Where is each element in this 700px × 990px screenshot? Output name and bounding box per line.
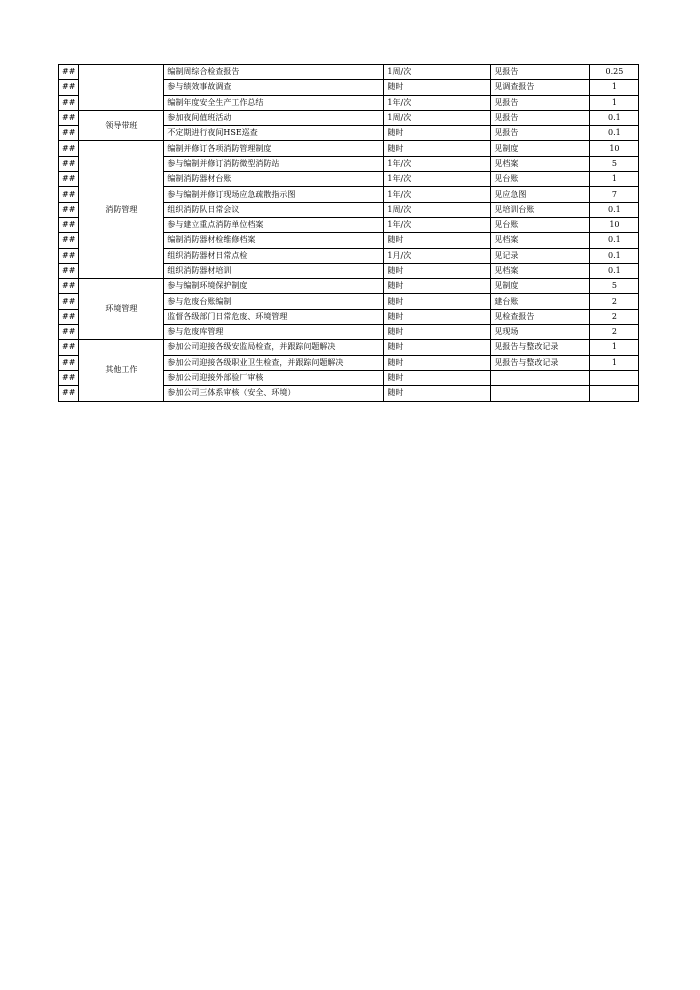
frequency-cell: 随时 — [384, 141, 491, 156]
frequency-cell: 随时 — [384, 325, 491, 340]
task-cell: 编制消防器材检维修档案 — [164, 233, 384, 248]
category-cell: 其他工作 — [79, 340, 164, 401]
task-cell: 不定期进行夜间HSE巡查 — [164, 126, 384, 141]
task-cell: 编制年度安全生产工作总结 — [164, 95, 384, 110]
category-cell: 环境管理 — [79, 279, 164, 340]
category-cell — [79, 65, 164, 111]
score-cell: 1 — [590, 172, 639, 187]
task-cell: 参加公司迎接各级职业卫生检查，并跟踪问题解决 — [164, 355, 384, 370]
frequency-cell: 1周/次 — [384, 65, 491, 80]
row-number-cell: ## — [59, 294, 79, 309]
row-number-cell: ## — [59, 95, 79, 110]
score-cell: 0.1 — [590, 263, 639, 278]
task-cell: 参与编制环境保护制度 — [164, 279, 384, 294]
row-number-cell: ## — [59, 340, 79, 355]
category-cell: 领导带班 — [79, 110, 164, 141]
task-cell: 编制并修订各项消防管理制度 — [164, 141, 384, 156]
table-row — [59, 340, 639, 355]
evidence-cell: 见制度 — [491, 279, 590, 294]
task-cell: 编制周综合检查报告 — [164, 65, 384, 80]
task-cell: 监督各级部门日常危废、环境管理 — [164, 309, 384, 324]
task-cell: 参与建立重点消防单位档案 — [164, 217, 384, 232]
evidence-cell: 见制度 — [491, 141, 590, 156]
task-cell: 参与绩效事故调查 — [164, 80, 384, 95]
row-number-cell: ## — [59, 202, 79, 217]
score-cell: 10 — [590, 217, 639, 232]
evidence-cell: 见档案 — [491, 156, 590, 171]
frequency-cell: 1年/次 — [384, 172, 491, 187]
row-number-cell: ## — [59, 217, 79, 232]
row-number-cell: ## — [59, 386, 79, 401]
score-cell: 1 — [590, 340, 639, 355]
task-cell: 参加公司三体系审核（安全、环境） — [164, 386, 384, 401]
row-number-cell: ## — [59, 156, 79, 171]
row-number-cell: ## — [59, 65, 79, 80]
task-cell: 编制消防器材台账 — [164, 172, 384, 187]
evidence-cell: 见记录 — [491, 248, 590, 263]
score-cell: 1 — [590, 80, 639, 95]
frequency-cell: 随时 — [384, 263, 491, 278]
frequency-cell: 随时 — [384, 340, 491, 355]
frequency-cell: 随时 — [384, 294, 491, 309]
table-row — [59, 279, 639, 294]
score-cell — [590, 386, 639, 401]
evidence-cell: 见档案 — [491, 263, 590, 278]
evidence-cell: 见报告 — [491, 110, 590, 125]
frequency-cell: 随时 — [384, 386, 491, 401]
evidence-cell — [491, 370, 590, 385]
row-number-cell: ## — [59, 370, 79, 385]
row-number-cell: ## — [59, 355, 79, 370]
category-cell: 消防管理 — [79, 141, 164, 279]
evidence-cell: 见报告 — [491, 65, 590, 80]
score-cell: 1 — [590, 355, 639, 370]
task-cell: 参与编制并修订消防微型消防站 — [164, 156, 384, 171]
score-cell: 2 — [590, 325, 639, 340]
task-cell: 参与编制并修订现场应急疏散指示图 — [164, 187, 384, 202]
row-number-cell: ## — [59, 309, 79, 324]
score-cell: 2 — [590, 309, 639, 324]
row-number-cell: ## — [59, 126, 79, 141]
score-cell: 2 — [590, 294, 639, 309]
evidence-cell: 见报告与整改记录 — [491, 355, 590, 370]
row-number-cell: ## — [59, 172, 79, 187]
frequency-cell: 随时 — [384, 233, 491, 248]
table-row — [59, 110, 639, 125]
frequency-cell: 随时 — [384, 309, 491, 324]
frequency-cell: 1周/次 — [384, 202, 491, 217]
score-cell: 1 — [590, 95, 639, 110]
table-row — [59, 141, 639, 156]
row-number-cell: ## — [59, 80, 79, 95]
task-cell: 组织消防器材日常点检 — [164, 248, 384, 263]
frequency-cell: 随时 — [384, 80, 491, 95]
evidence-cell: 见检查报告 — [491, 309, 590, 324]
score-cell: 7 — [590, 187, 639, 202]
task-cell: 组织消防器材培训 — [164, 263, 384, 278]
score-cell — [590, 370, 639, 385]
score-cell: 0.1 — [590, 202, 639, 217]
evidence-cell: 见报告 — [491, 95, 590, 110]
frequency-cell: 1月/次 — [384, 248, 491, 263]
frequency-cell: 1年/次 — [384, 187, 491, 202]
table-row — [59, 65, 639, 80]
evidence-cell: 见调查报告 — [491, 80, 590, 95]
task-cell: 参加夜间值班活动 — [164, 110, 384, 125]
evidence-cell: 见培训台账 — [491, 202, 590, 217]
score-cell: 10 — [590, 141, 639, 156]
score-cell: 0.25 — [590, 65, 639, 80]
score-cell: 0.1 — [590, 110, 639, 125]
row-number-cell: ## — [59, 187, 79, 202]
row-number-cell: ## — [59, 233, 79, 248]
work-task-table-body — [59, 65, 639, 402]
evidence-cell: 见现场 — [491, 325, 590, 340]
score-cell: 5 — [590, 156, 639, 171]
frequency-cell: 1年/次 — [384, 156, 491, 171]
evidence-cell: 见报告与整改记录 — [491, 340, 590, 355]
evidence-cell: 见台账 — [491, 172, 590, 187]
frequency-cell: 随时 — [384, 355, 491, 370]
evidence-cell: 见台账 — [491, 217, 590, 232]
frequency-cell: 随时 — [384, 126, 491, 141]
row-number-cell: ## — [59, 141, 79, 156]
task-cell: 参与危废台账编制 — [164, 294, 384, 309]
task-cell: 参与危废库管理 — [164, 325, 384, 340]
evidence-cell: 建台账 — [491, 294, 590, 309]
evidence-cell: 见报告 — [491, 126, 590, 141]
score-cell: 0.1 — [590, 233, 639, 248]
score-cell: 0.1 — [590, 248, 639, 263]
score-cell: 0.1 — [590, 126, 639, 141]
task-cell: 组织消防队日常会议 — [164, 202, 384, 217]
evidence-cell: 见应急图 — [491, 187, 590, 202]
score-cell: 5 — [590, 279, 639, 294]
row-number-cell: ## — [59, 325, 79, 340]
frequency-cell: 随时 — [384, 370, 491, 385]
row-number-cell: ## — [59, 110, 79, 125]
row-number-cell: ## — [59, 248, 79, 263]
frequency-cell: 1周/次 — [384, 110, 491, 125]
evidence-cell: 见档案 — [491, 233, 590, 248]
row-number-cell: ## — [59, 263, 79, 278]
evidence-cell — [491, 386, 590, 401]
task-cell: 参加公司迎接外部验厂审核 — [164, 370, 384, 385]
frequency-cell: 1年/次 — [384, 95, 491, 110]
row-number-cell: ## — [59, 279, 79, 294]
task-cell: 参加公司迎接各级安监局检查，并跟踪问题解决 — [164, 340, 384, 355]
frequency-cell: 1年/次 — [384, 217, 491, 232]
frequency-cell: 随时 — [384, 279, 491, 294]
work-task-table — [58, 64, 639, 402]
